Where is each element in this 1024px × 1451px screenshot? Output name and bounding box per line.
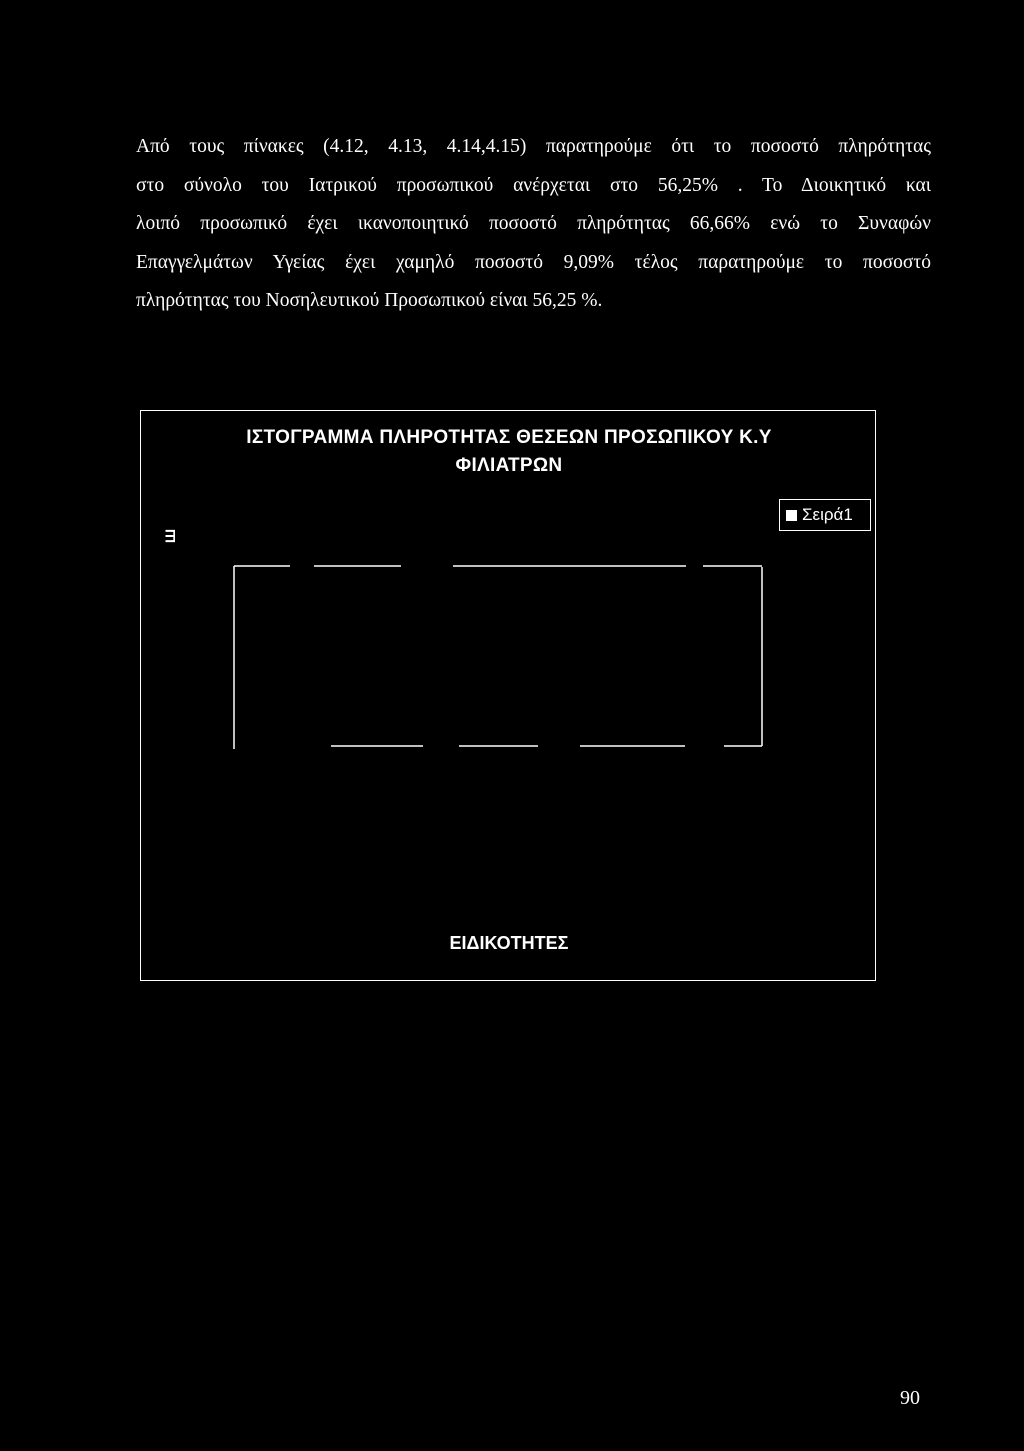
legend-label: Σειρά1 xyxy=(802,505,853,524)
body-paragraph xyxy=(136,128,931,321)
chart-container xyxy=(140,410,876,981)
plot-area xyxy=(233,563,763,749)
paragraph-line-2: στο σύνολο του Ιατρικού προσωπικού ανέρχεται στο 56,25% . Το Διοικητικό και xyxy=(136,174,931,196)
paragraph-line-3: λοιπό προσωπικό έχει ικανοποιητικό ποσοστό πληρότητας 66,66% ενώ το Συναφών xyxy=(136,213,931,234)
chart-legend xyxy=(779,499,871,531)
chart-title-line-2: ΦΙΛΙΑΤΡΩΝ xyxy=(455,455,563,476)
x-axis-title: ΕΙΔΙΚΟΤΗΤΕΣ xyxy=(449,933,569,953)
chart-title-line-1: ΙΣΤΟΓΡΑΜΜΑ ΠΛΗΡΟΤΗΤΑΣ ΘΕΣΕΩΝ ΠΡΟΣΩΠΙΚΟΥ Κ.Υ xyxy=(246,427,772,448)
y-axis-label: Ш xyxy=(162,528,179,544)
paragraph-line-5: πληρότητας του Νοσηλευτικού Προσωπικού είναι 56,25 %. xyxy=(136,290,603,311)
page-number: 90 xyxy=(900,1387,920,1409)
paragraph-line-4: Επαγγελμάτων Υγείας έχει χαμηλό ποσοστό 9,09% τέλος παρατηρούμε το ποσοστό xyxy=(136,251,931,273)
chart-title xyxy=(141,424,877,480)
legend-swatch-icon xyxy=(786,510,797,521)
paragraph-line-1: Από τους πίνακες (4.12, 4.13, 4.14,4.15) παρατηρούμε ότι το ποσοστό πληρότητας xyxy=(136,136,931,157)
